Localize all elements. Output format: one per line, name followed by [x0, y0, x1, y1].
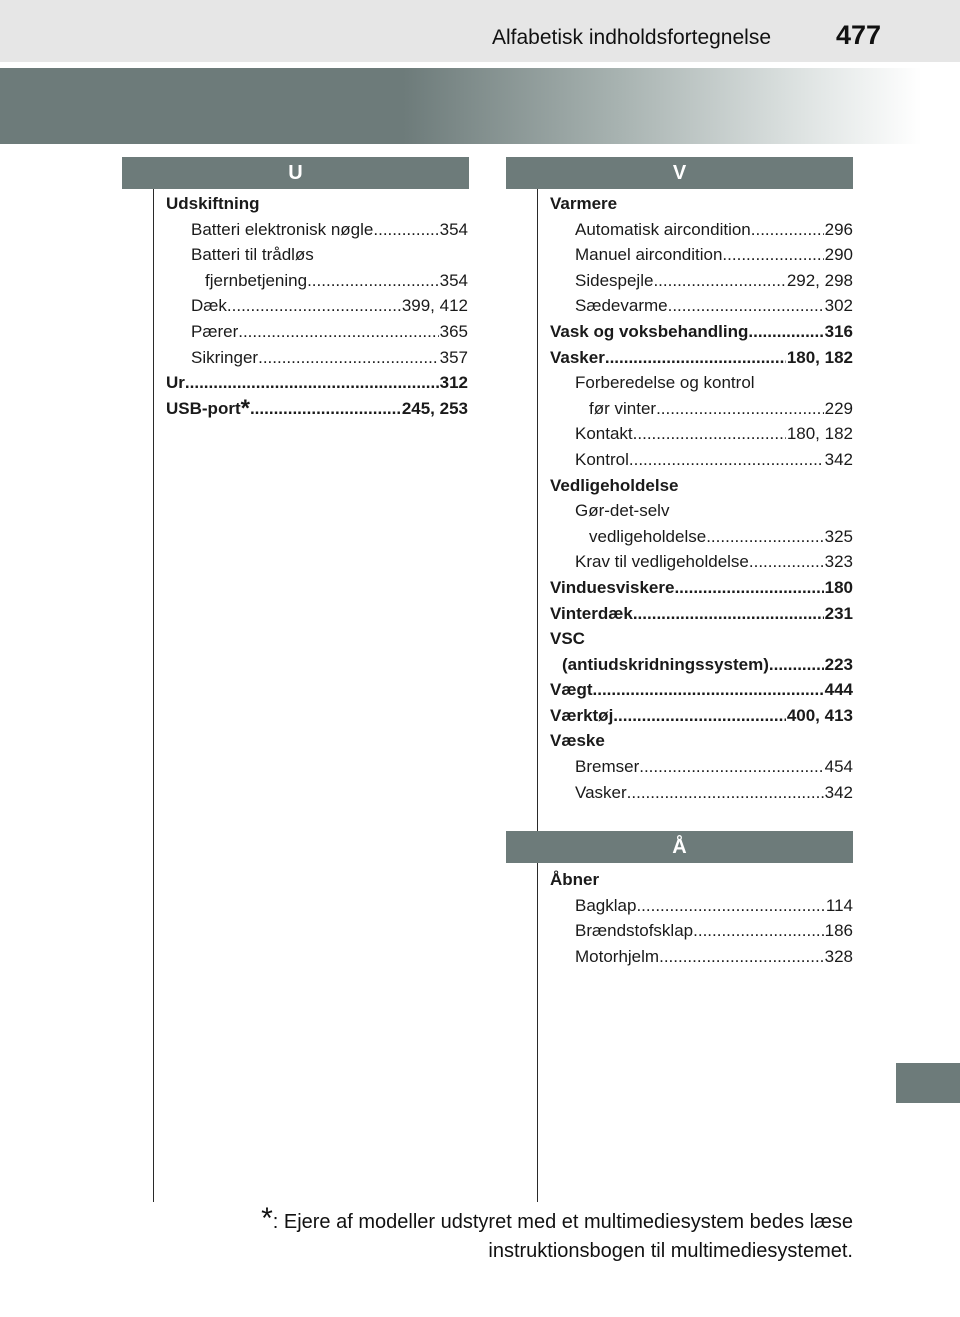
leader-dots	[258, 345, 439, 371]
index-entry	[550, 780, 853, 806]
index-entry	[550, 345, 853, 371]
index-entry-text: Pærer	[191, 321, 239, 341]
index-entry-page: 292, 298	[786, 270, 853, 290]
column-divider-right-lower	[537, 863, 538, 1202]
index-entry-text: Forberedelse og kontrol	[575, 373, 755, 393]
index-entry	[550, 549, 853, 575]
index-entry-text: Dæk	[191, 296, 227, 316]
index-entry	[550, 421, 853, 447]
index-entry-page: 186	[824, 921, 853, 941]
index-entry-text: Bagklap	[575, 895, 637, 915]
index-entry-text: Motorhjelm	[575, 946, 660, 966]
page-header-title: Alfabetisk indholdsfortegnelse	[492, 26, 772, 49]
index-entry	[550, 370, 853, 396]
index-entry-text: Brændstofsklap	[575, 921, 694, 941]
leader-dots	[656, 396, 824, 422]
index-entry-page: 444	[824, 680, 853, 700]
index-entry-text: Udskiftning	[166, 194, 260, 213]
index-entry-page: 180, 182	[786, 347, 853, 367]
index-entry-text: VSC	[550, 629, 585, 649]
index-entry-page: 245, 253	[401, 398, 468, 418]
index-entry-page: 342	[824, 782, 853, 802]
chapter-banner	[0, 68, 960, 144]
index-entry-page: 296	[824, 219, 853, 239]
index-entry-text: Væske	[550, 731, 605, 751]
index-entry	[550, 319, 853, 345]
leader-dots	[633, 421, 786, 447]
index-entry	[550, 626, 853, 652]
index-entry	[166, 268, 468, 294]
section-header-u: U	[122, 157, 469, 189]
index-entry	[550, 728, 853, 754]
index-entry-text: Kontrol	[575, 449, 629, 469]
leader-dots	[185, 370, 439, 396]
index-entry-page: 180, 182	[786, 424, 853, 444]
index-entry-text: Sidespejle	[575, 270, 654, 290]
index-entry-text: USB-port	[166, 398, 241, 418]
leader-dots	[722, 242, 823, 268]
index-entry-page: 312	[439, 373, 468, 393]
index-entry-page: 316	[824, 321, 853, 341]
leader-dots	[748, 319, 823, 345]
index-entry-text: Manuel aircondition	[575, 245, 723, 265]
index-entry: USB-port * ..... 245, 253	[166, 396, 468, 422]
leader-dots	[593, 677, 824, 703]
leader-dots	[238, 319, 438, 345]
index-entry	[166, 191, 468, 217]
page-number: 477	[836, 20, 882, 50]
index-entry	[550, 652, 853, 678]
leader-dots	[636, 893, 824, 919]
index-entry-text: Krav til vedligeholdelse	[575, 552, 749, 572]
footnote	[220, 1202, 853, 1266]
footnote-text-1: : Ejere af modeller udstyret med et multimediesystem bedes læse	[272, 1211, 853, 1233]
index-entry-text: Gør-det-selv	[575, 501, 670, 521]
index-entry	[550, 191, 853, 217]
index-entry-page: 400, 413	[786, 705, 853, 725]
index-entry	[166, 370, 468, 396]
index-entry	[550, 242, 853, 268]
index-entry	[550, 677, 853, 703]
index-entry-text: vedligeholdelse	[589, 526, 707, 546]
index-entry-text: Varmere	[550, 194, 618, 213]
index-entry-page: 357	[439, 347, 468, 367]
index-entry-text: Vask og voksbehandling	[550, 321, 749, 341]
index-entry-page: 114	[825, 895, 853, 915]
index-entry-text: Værktøj	[550, 705, 614, 725]
leader-dots	[668, 293, 824, 319]
index-entry	[550, 498, 853, 524]
index-entry	[166, 293, 468, 319]
leader-dots	[653, 268, 785, 294]
index-entry-text: Åbner	[550, 870, 600, 889]
leader-dots	[605, 345, 786, 371]
index-entry-text: Vedligeholdelse	[550, 475, 679, 495]
footnote-line-1	[220, 1202, 853, 1237]
index-entry-page: 342	[824, 449, 853, 469]
index-entry	[550, 268, 853, 294]
index-entry-text: Sikringer	[191, 347, 259, 367]
index-entry-text: (antiudskridningssystem)	[562, 654, 769, 674]
leader-dots	[674, 575, 823, 601]
index-entry	[550, 473, 853, 499]
leader-dots	[659, 944, 824, 970]
index-entry-page: 454	[824, 757, 853, 777]
leader-dots	[749, 549, 824, 575]
index-entry	[550, 396, 853, 422]
index-entry-page: 354	[439, 219, 468, 239]
index-entry	[166, 319, 468, 345]
index-entry-text: Kontakt	[575, 424, 633, 444]
index-entry-text: Batteri elektronisk nøgle	[191, 219, 374, 239]
index-entry-page: 399, 412	[401, 296, 468, 316]
chapter-tab	[896, 1063, 960, 1103]
index-entry	[166, 242, 468, 268]
index-entry-text: Vasker	[575, 782, 627, 802]
leader-dots	[633, 601, 824, 627]
index-list-v	[550, 191, 853, 805]
index-entry	[550, 867, 853, 893]
leader-dots	[629, 447, 824, 473]
index-entry	[166, 345, 468, 371]
index-entry	[166, 217, 468, 243]
index-entry-page: 229	[824, 398, 853, 418]
index-entry	[550, 447, 853, 473]
footnote-star: *	[261, 1202, 273, 1235]
index-list-u	[166, 191, 468, 421]
leader-dots	[250, 396, 401, 422]
page-header-bar	[0, 0, 960, 62]
leader-dots	[706, 524, 823, 550]
index-entry	[550, 944, 853, 970]
index-entry-text: Batteri til trådløs	[191, 245, 314, 265]
index-entry-page: 325	[824, 526, 853, 546]
index-entry-text: Bremser	[575, 757, 640, 777]
index-entry-page: 180	[824, 577, 853, 597]
index-entry	[550, 893, 853, 919]
index-entry-page: 354	[439, 270, 468, 290]
index-entry-page: 290	[824, 245, 853, 265]
index-entry-page: 231	[824, 603, 853, 623]
leader-dots	[373, 217, 438, 243]
index-entry-text: Vægt	[550, 680, 593, 700]
index-entry	[550, 217, 853, 243]
leader-dots	[227, 293, 401, 319]
index-entry-text: før vinter	[589, 398, 657, 418]
index-entry-text: Vasker	[550, 347, 605, 367]
leader-dots	[751, 217, 824, 243]
index-entry	[550, 293, 853, 319]
index-entry	[550, 575, 853, 601]
footnote-line-2: instruktionsbogen til multimediesystemet.	[488, 1240, 853, 1262]
column-divider-right-upper	[537, 189, 538, 831]
index-entry-page: 323	[824, 552, 853, 572]
section-header-v: V	[506, 157, 853, 189]
index-entry-page: 302	[824, 296, 853, 316]
index-entry-text: Sædevarme	[575, 296, 668, 316]
index-entry	[550, 524, 853, 550]
index-entry-text: Vinduesviskere	[550, 577, 675, 597]
index-entry	[550, 703, 853, 729]
leader-dots	[693, 918, 824, 944]
index-entry-text: Ur	[166, 373, 185, 393]
index-entry-text: Automatisk aircondition	[575, 219, 751, 239]
index-entry	[550, 601, 853, 627]
index-entry-page: 223	[824, 654, 853, 674]
section-header-aa: Å	[506, 831, 853, 863]
index-entry-page: 365	[439, 321, 468, 341]
index-list-aa	[550, 867, 853, 969]
index-entry-text: Vinterdæk	[550, 603, 633, 623]
index-entry-page: 328	[824, 946, 853, 966]
index-entry	[550, 754, 853, 780]
index-entry-text: fjernbetjening	[205, 270, 308, 290]
leader-dots	[613, 703, 786, 729]
leader-dots	[639, 754, 823, 780]
leader-dots	[769, 652, 824, 678]
leader-dots	[627, 780, 824, 806]
column-divider-left	[153, 189, 154, 1202]
leader-dots	[307, 268, 439, 294]
index-entry	[550, 918, 853, 944]
